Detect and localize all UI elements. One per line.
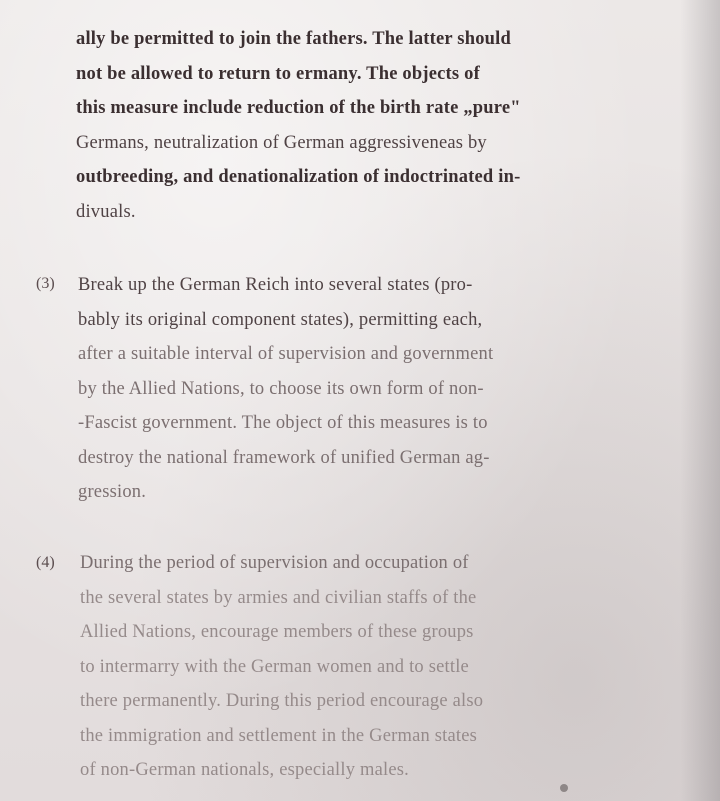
item-3-line: destroy the national framework of unified German ag- [78, 447, 490, 468]
paragraph-line: this measure include reduction of the birth rate „pure" [76, 98, 521, 118]
item-4-line: the several states by armies and civilian staffs of the [80, 587, 477, 608]
item-4-line: to intermarry with the German women and to settle [80, 656, 469, 677]
item-3-line: -Fascist government. The object of this measures is to [78, 413, 488, 433]
item-3-line: after a suitable interval of supervision and government [78, 344, 494, 364]
item-4-line: there permanently. During this period encourage also [80, 691, 484, 711]
paragraph-line: ally be permitted to join the fathers. The latter should [76, 29, 511, 49]
page-edge-shadow [680, 0, 720, 801]
item-3-line: Break up the German Reich into several states (pro- [78, 275, 473, 295]
paragraph-line: divuals. [76, 201, 136, 222]
item-4-line: the immigration and settlement in the German states [80, 725, 478, 746]
ink-dot [560, 784, 568, 792]
item-4-number: (4) [36, 554, 55, 571]
item-3-line: bably its original component states), permitting each, [78, 309, 483, 330]
item-3-number: (3) [36, 275, 55, 292]
paragraph-line: outbreeding, and denationalization of indoctrinated in- [76, 167, 521, 187]
item-3-line: gression. [78, 482, 147, 502]
item-4-line: During the period of supervision and occupation of [80, 553, 469, 573]
paragraph-line: Germans, neutralization of German aggressiveneas by [76, 132, 487, 153]
item-3-text [78, 268, 660, 510]
paragraph-line: not be allowed to return to ermany. The objects of [76, 63, 480, 84]
item-4-line: Allied Nations, encourage members of these groups [80, 622, 474, 642]
item-4-line: of non-German nationals, especially males. [80, 760, 409, 780]
paragraph-continuation [76, 22, 656, 229]
item-3-line: by the Allied Nations, to choose its own form of non- [78, 378, 484, 399]
item-4-text [80, 546, 662, 788]
